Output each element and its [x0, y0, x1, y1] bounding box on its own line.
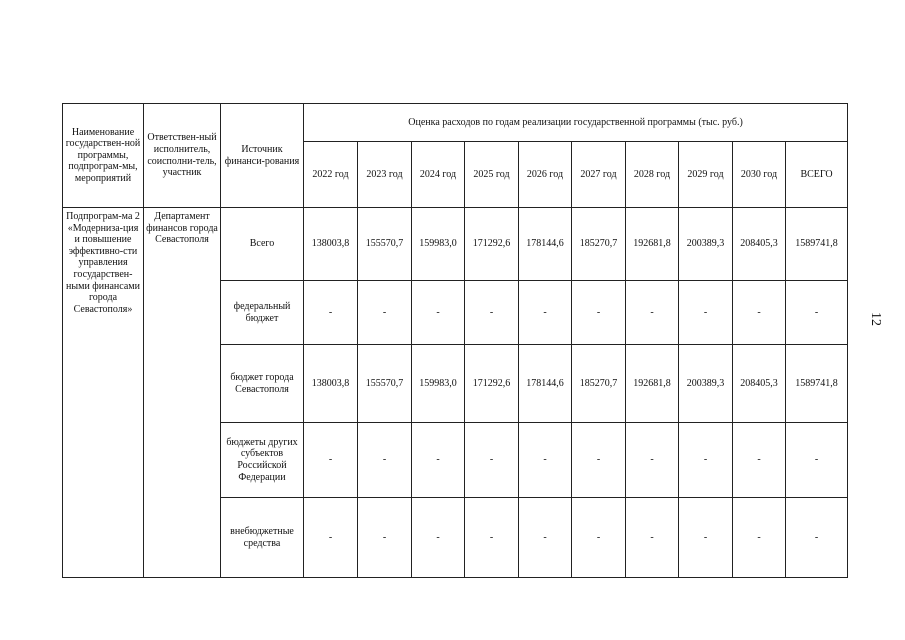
value-cell: 159983,0 [412, 345, 465, 423]
value-cell: 208405,3 [733, 208, 786, 281]
value-cell: 138003,8 [304, 208, 358, 281]
year-header-cell: 2028 год [626, 142, 679, 208]
value-cell: - [679, 498, 733, 578]
value-cell: - [465, 423, 519, 498]
header-name-cell: Наименование государствен-ной программы, подпрограм-мы, мероприятий [63, 104, 144, 208]
value-cell: - [679, 423, 733, 498]
value-cell: 200389,3 [679, 208, 733, 281]
value-cell: - [358, 281, 412, 345]
value-cell: - [358, 423, 412, 498]
year-header-cell: 2022 год [304, 142, 358, 208]
program-name-cell: Подпрограм-ма 2 «Модерниза-ция и повышение эффективно-сти управления государствен-ными финансами города Севастополя» [63, 208, 144, 578]
value-cell: - [572, 281, 626, 345]
value-cell: - [519, 281, 572, 345]
value-cell: - [679, 281, 733, 345]
year-header-cell: 2027 год [572, 142, 626, 208]
year-header-cell: ВСЕГО [786, 142, 848, 208]
budget-table [62, 103, 848, 578]
value-cell: - [304, 281, 358, 345]
year-header-cell: 2023 год [358, 142, 412, 208]
value-cell: 200389,3 [679, 345, 733, 423]
value-cell: - [304, 498, 358, 578]
value-cell: - [519, 498, 572, 578]
executor-cell: Департамент финансов города Севастополя [144, 208, 221, 578]
value-cell: 155570,7 [358, 208, 412, 281]
year-header-cell: 2030 год [733, 142, 786, 208]
value-cell: - [304, 423, 358, 498]
value-cell: 159983,0 [412, 208, 465, 281]
header-estimate-title: Оценка расходов по годам реализации государственной программы (тыс. руб.) [304, 104, 848, 142]
page-number: 12 [868, 312, 883, 326]
value-cell: - [733, 281, 786, 345]
value-cell: 1589741,8 [786, 345, 848, 423]
value-cell: 178144,6 [519, 345, 572, 423]
header-executor-cell: Ответствен-ный исполнитель, соисполни-тель, участник [144, 104, 221, 208]
value-cell: 185270,7 [572, 345, 626, 423]
year-header-cell: 2025 год [465, 142, 519, 208]
value-cell: - [626, 423, 679, 498]
value-cell: 192681,8 [626, 345, 679, 423]
value-cell: - [733, 498, 786, 578]
value-cell: - [519, 423, 572, 498]
value-cell: 171292,6 [465, 208, 519, 281]
value-cell: 178144,6 [519, 208, 572, 281]
value-cell: - [412, 498, 465, 578]
header-source-cell: Источник финанси-рования [221, 104, 304, 208]
value-cell: 208405,3 [733, 345, 786, 423]
value-cell: - [786, 281, 848, 345]
source-cell: федеральный бюджет [221, 281, 304, 345]
value-cell: - [465, 281, 519, 345]
year-header-cell: 2024 год [412, 142, 465, 208]
value-cell: - [626, 498, 679, 578]
value-cell: 138003,8 [304, 345, 358, 423]
value-cell: - [412, 281, 465, 345]
year-header-cell: 2026 год [519, 142, 572, 208]
value-cell: - [626, 281, 679, 345]
value-cell: - [465, 498, 519, 578]
value-cell: 155570,7 [358, 345, 412, 423]
value-cell: 185270,7 [572, 208, 626, 281]
source-cell: бюджет города Севастополя [221, 345, 304, 423]
value-cell: - [572, 423, 626, 498]
value-cell: - [412, 423, 465, 498]
source-cell: бюджеты других субъектов Российской Федерации [221, 423, 304, 498]
year-header-cell: 2029 год [679, 142, 733, 208]
source-cell: Всего [221, 208, 304, 281]
value-cell: - [733, 423, 786, 498]
value-cell: - [786, 423, 848, 498]
value-cell: 171292,6 [465, 345, 519, 423]
value-cell: 192681,8 [626, 208, 679, 281]
value-cell: - [786, 498, 848, 578]
table-row-total [63, 208, 848, 281]
value-cell: - [358, 498, 412, 578]
value-cell: - [572, 498, 626, 578]
value-cell: 1589741,8 [786, 208, 848, 281]
source-cell: внебюджетные средства [221, 498, 304, 578]
